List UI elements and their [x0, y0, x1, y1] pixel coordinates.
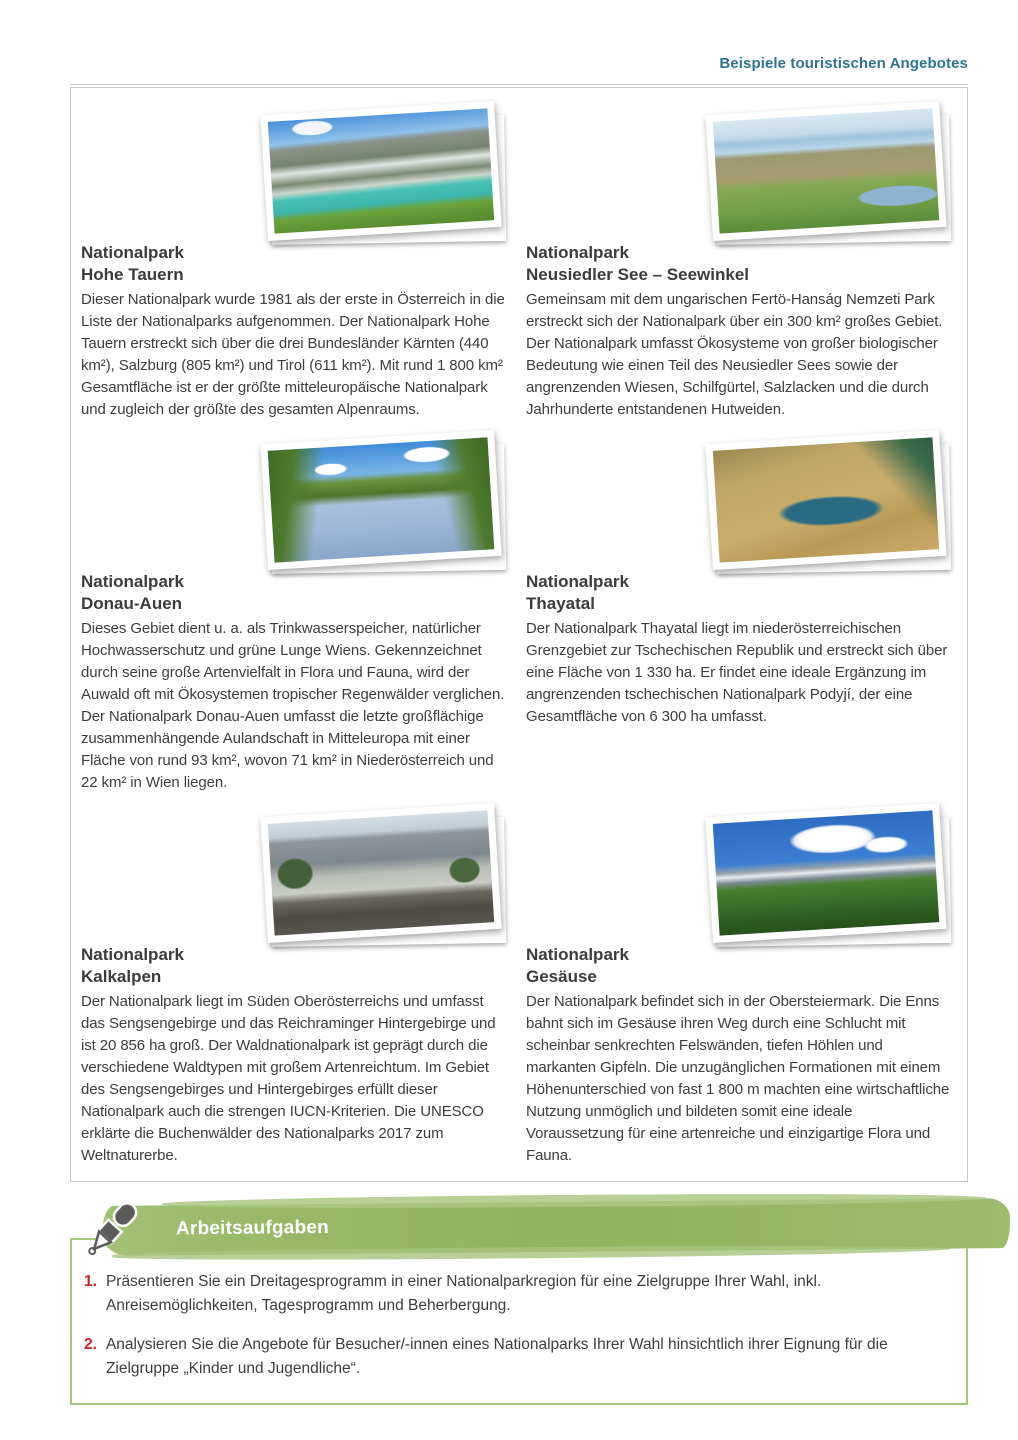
park-title: Nationalpark Hohe Tauern [81, 243, 184, 284]
kalkalpen-photo [268, 810, 494, 935]
hohe-tauern-photo [268, 108, 494, 233]
task-item-2 [84, 1333, 944, 1381]
park-title: Nationalpark Gesäuse [526, 945, 629, 986]
task-text: Analysieren Sie die Angebote für Besucher/-innen eines Nationalparks Ihrer Wahl hinsichtlich ihrer Eignung für die Zielgruppe „Kinder und Jugendliche“. [105, 1336, 888, 1377]
photo-stack [709, 810, 943, 936]
park-card-thayatal [526, 429, 951, 794]
park-description: Der Nationalpark Thayatal liegt im niederösterreichischen Grenzgebiet zur Tschechischen Republik und erstreckt sich über eine Fläche von 1 330 ha. Er findet eine ideale Ergänzung im angrenzenden tschechischen Nationalpark Podyjí, der eine Gesamtfläche von 6 300 ha umfasst. [526, 620, 948, 725]
parks-content-box [70, 87, 968, 1182]
park-title: Nationalpark Thayatal [526, 572, 629, 613]
donau-auen-photo [268, 437, 494, 562]
photo-stack [264, 108, 498, 234]
tasks-banner [102, 1198, 1010, 1256]
tasks-banner-title: Arbeitsaufgaben [175, 1216, 330, 1240]
park-card-neusiedler-see [526, 100, 951, 421]
task-item-1 [84, 1270, 944, 1318]
park-card-gesaeuse [526, 802, 951, 1167]
gesaeuse-photo [713, 810, 939, 935]
thayatal-photo [713, 437, 939, 562]
park-description: Der Nationalpark befindet sich in der Obersteiermark. Die Enns bahnt sich im Gesäuse ihren Weg durch eine Schlucht mit scheinbar senkrechten Felswänden, tiefen Höhlen und markanten Gipfeln. Die unzugänglichen Formationen mit einem Höhenunterschied von fast 1 800 m machten eine wirtschaftliche Nutzung unmöglich und bildeten somit eine ideale Voraussetzung für eine artenreiche und einzigartige Flora und Fauna. [526, 993, 950, 1164]
task-number: 2. [84, 1336, 97, 1353]
photo-stack [264, 437, 498, 563]
neusiedler-see-photo [713, 108, 939, 233]
tasks-section [70, 1202, 968, 1405]
header-rule [70, 84, 968, 85]
park-description: Dieses Gebiet dient u. a. als Trinkwasserspeicher, natürlicher Hochwasserschutz und grüne Lunge Wiens. Gekennzeichnet durch seine große Artenvielfalt in Flora und Fauna, wird der Auwald oft mit Ökosystemen tropischer Regenwälder verglichen. Der Nationalpark Donau-Auen umfasst die letzte großflächige zusammenhängende Aulandschaft in Mitteleuropa mit einer Fläche von rund 93 km², wovon 71 km² in Niederösterreich und 22 km² in Wien liegen. [81, 620, 505, 791]
photo-stack [709, 437, 943, 563]
pen-icon [80, 1190, 146, 1268]
park-card-kalkalpen [81, 802, 506, 1167]
park-title: Nationalpark Donau-Auen [81, 572, 184, 613]
tasks-box [70, 1238, 968, 1405]
task-number: 1. [84, 1273, 97, 1290]
park-card-hohe-tauern [81, 100, 506, 421]
park-description: Dieser Nationalpark wurde 1981 als der erste in Österreich in die Liste der Nationalparks aufgenommen. Der Nationalpark Hohe Tauern erstreckt sich über die drei Bundesländer Kärnten (440 km²), Salzburg (805 km²) und Tirol (611 km²). Mit rund 1 800 km² Gesamtfläche ist er der größte mitteleuropäische Nationalpark und zugleich der größte des gesamten Alpenraums. [81, 291, 505, 418]
park-card-donau-auen [81, 429, 506, 794]
task-text: Präsentieren Sie ein Dreitagesprogramm in einer Nationalparkregion für eine Zielgruppe Ihrer Wahl, inkl. Anreisemöglichkeiten, Tagesprogramm und Beherbergung. [105, 1273, 822, 1314]
photo-stack [264, 810, 498, 936]
park-description: Der Nationalpark liegt im Süden Oberösterreichs und umfasst das Sengsengebirge und das Reichraminger Hintergebirge und ist 20 856 ha groß. Der Waldnationalpark ist geprägt durch die verschiedene Waldtypen mit großem Artenreichtum. Im Gebiet des Sengsengebirges und Hintergebirges erfüllt dieser Nationalpark auch die strengen IUCN-Kriterien. Die UNESCO erklärte die Buchenwälder des Nationalparks 2017 zum Weltnaturerbe. [81, 993, 496, 1164]
page-header [0, 0, 1018, 84]
task-list [84, 1270, 944, 1381]
park-title: Nationalpark Neusiedler See – Seewinkel [526, 243, 750, 284]
park-description: Gemeinsam mit dem ungarischen Fertö-Hanság Nemzeti Park erstreckt sich der Nationalpark über ein 300 km² großes Gebiet. Der Nationalpark umfasst Ökosysteme von großer biologischer Bedeutung wie einen Teil des Neusiedler Sees sowie der angrenzenden Wiesen, Schilfgürtel, Salzlacken und die durch Jahrhunderte entstandenen Hutweiden. [526, 291, 943, 418]
running-header: Beispiele touristischen Angebotes [719, 55, 968, 72]
park-title: Nationalpark Kalkalpen [81, 945, 184, 986]
photo-stack [709, 108, 943, 234]
